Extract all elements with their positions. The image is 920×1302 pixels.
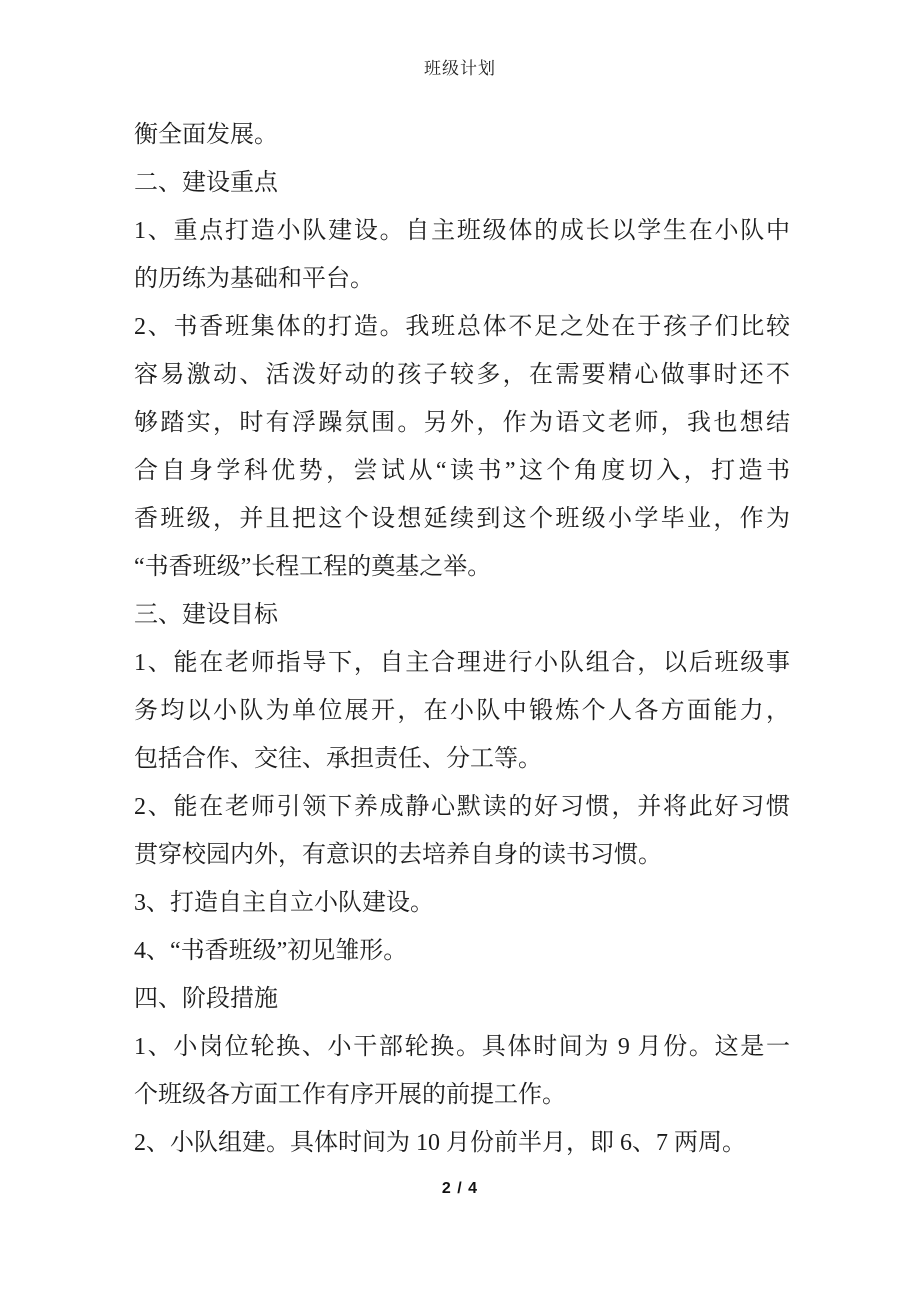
document-body: [134, 111, 790, 1167]
text-line: 够踏实，时有浮躁氛围。另外，作为语文老师，我也想结: [134, 410, 790, 436]
paragraph: [134, 1119, 790, 1167]
text-line: 2、小队组建。具体时间为 10 月份前半月，即 6、7 两周。: [134, 1130, 746, 1156]
paragraph: [134, 783, 790, 879]
section-heading: [134, 159, 790, 207]
text-line: 四、阶段措施: [134, 986, 278, 1012]
paragraph: [134, 1023, 790, 1119]
text-line: 务均以小队为单位展开，在小队中锻炼个人各方面能力，: [134, 698, 790, 724]
text-line: 1、小岗位轮换、小干部轮换。具体时间为 9 月份。这是一: [134, 1034, 790, 1060]
text-line: 3、打造自主自立小队建设。: [134, 890, 434, 916]
paragraph: [134, 927, 790, 975]
text-line: 1、重点打造小队建设。自主班级体的成长以学生在小队中: [134, 218, 790, 244]
document-footer: [0, 1180, 920, 1198]
text-line: 包括合作、交往、承担责任、分工等。: [134, 746, 542, 772]
page-number: 2 / 4: [441, 1180, 479, 1197]
paragraph: [134, 879, 790, 927]
paragraph: [134, 111, 790, 159]
text-line: 2、书香班集体的打造。我班总体不足之处在于孩子们比较: [134, 314, 790, 340]
section-heading: [134, 975, 790, 1023]
text-line: 合自身学科优势，尝试从“读书”这个角度切入，打造书: [134, 458, 790, 484]
paragraph: [134, 639, 790, 783]
section-heading: [134, 591, 790, 639]
text-line: 1、能在老师指导下，自主合理进行小队组合，以后班级事: [134, 650, 790, 676]
text-line: “书香班级”长程工程的奠基之举。: [134, 554, 492, 580]
document-header-title: 班级计划: [424, 59, 496, 78]
text-line: 贯穿校园内外，有意识的去培养自身的读书习惯。: [134, 842, 662, 868]
text-line: 4、“书香班级”初见雏形。: [134, 938, 408, 964]
text-line: 衡全面发展。: [134, 122, 278, 148]
paragraph: [134, 207, 790, 303]
text-line: 容易激动、活泼好动的孩子较多，在需要精心做事时还不: [134, 362, 790, 388]
text-line: 二、建设重点: [134, 170, 278, 196]
paragraph: [134, 303, 790, 591]
text-line: 三、建设目标: [134, 602, 278, 628]
text-line: 的历练为基础和平台。: [134, 266, 374, 292]
text-line: 香班级，并且把这个设想延续到这个班级小学毕业，作为: [134, 506, 790, 532]
text-line: 个班级各方面工作有序开展的前提工作。: [134, 1082, 566, 1108]
text-line: 2、能在老师引领下养成静心默读的好习惯，并将此好习惯: [134, 794, 790, 820]
